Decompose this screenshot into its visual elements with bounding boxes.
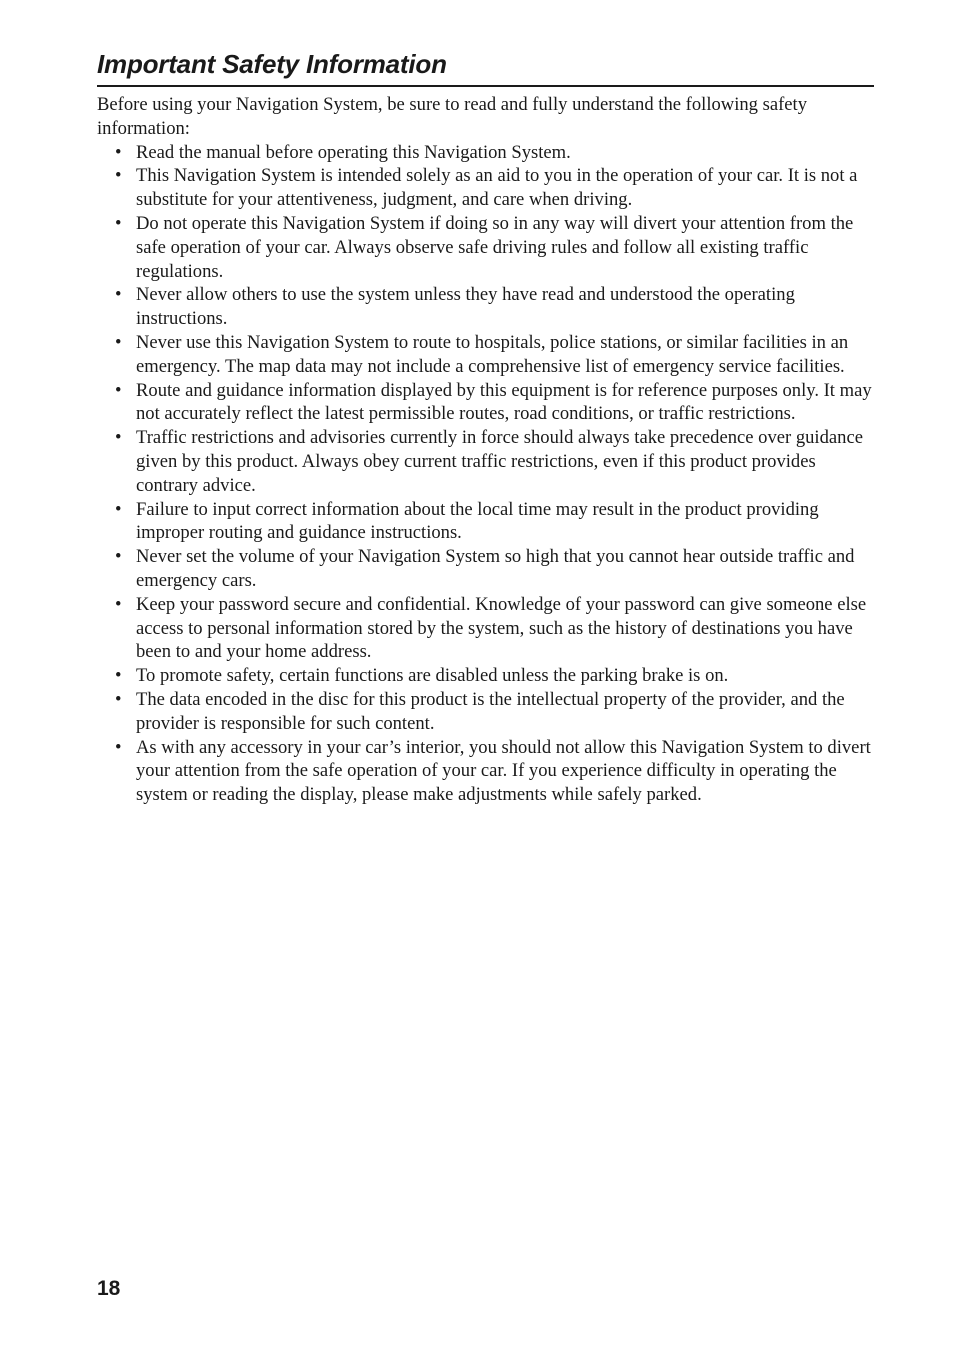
bullet-icon: • — [115, 212, 122, 234]
list-item — [97, 379, 874, 427]
list-item — [97, 212, 874, 283]
list-item-text: Keep your password secure and confidential. Knowledge of your password can give someone else access to personal information stored by the system, such as the history of destinations you have been to and your home address. — [136, 593, 867, 663]
bullet-icon: • — [115, 665, 122, 687]
list-item-text: To promote safety, certain functions are disabled unless the parking brake is on. — [136, 665, 729, 687]
list-item-text: Never use this Navigation System to route to hospitals, police stations, or similar facilities in an emergency. The map data may not include a comprehensive list of emergency service facilities. — [136, 331, 849, 377]
title-rule — [97, 85, 874, 87]
list-item — [97, 283, 874, 331]
page-title: Important Safety Information — [97, 49, 447, 79]
list-item-text: Do not operate this Navigation System if doing so in any way will divert your attention from the safe operation of your car. Always observe safe driving rules and follow all existing traffic regulations. — [136, 212, 854, 282]
safety-content — [97, 93, 874, 807]
bullet-icon: • — [115, 379, 122, 401]
list-item-text: The data encoded in the disc for this product is the intellectual property of the provider, and the provider is responsible for such content. — [136, 688, 845, 734]
page-number: 18 — [97, 1277, 121, 1300]
bullet-icon: • — [115, 284, 122, 306]
bullet-icon: • — [115, 165, 122, 187]
list-item — [97, 664, 874, 688]
list-item — [97, 593, 874, 664]
list-item — [97, 331, 874, 379]
list-item-text: Failure to input correct information about the local time may result in the product providing improper routing and guidance instructions. — [136, 498, 819, 544]
list-item — [97, 736, 874, 807]
list-item — [97, 426, 874, 497]
bullet-icon: • — [115, 546, 122, 568]
safety-list — [97, 141, 874, 807]
bullet-icon: • — [115, 688, 122, 710]
bullet-icon: • — [115, 498, 122, 520]
bullet-icon: • — [115, 427, 122, 449]
bullet-icon: • — [115, 736, 122, 758]
list-item — [97, 164, 874, 212]
list-item-text: This Navigation System is intended solely as an aid to you in the operation of your car. It is not a substitute for your attentiveness, judgment, and care when driving. — [136, 165, 858, 211]
intro-paragraph: Before using your Navigation System, be sure to read and fully understand the following safety information: — [97, 94, 808, 139]
list-item-text: As with any accessory in your car’s interior, you should not allow this Navigation System to divert your attention from the safe operation of your car. If you experience difficulty in operating the system or reading the display, please make adjustments while safely parked. — [136, 736, 871, 806]
list-item-text: Never set the volume of your Navigation System so high that you cannot hear outside traffic and emergency cars. — [136, 546, 855, 591]
bullet-icon: • — [115, 331, 122, 353]
list-item-text: Traffic restrictions and advisories currently in force should always take precedence over guidance given by this product. Always obey current traffic restrictions, even if this product provides contrary advice. — [136, 427, 863, 496]
list-item — [97, 545, 874, 593]
list-item — [97, 688, 874, 736]
list-item — [97, 498, 874, 546]
bullet-icon: • — [115, 593, 122, 615]
list-item-text: Route and guidance information displayed by this equipment is for reference purposes only. It may not accurately reflect the latest permissible routes, road conditions, or traffic restrictions. — [136, 379, 872, 425]
list-item — [97, 141, 874, 165]
list-item-text: Read the manual before operating this Navigation System. — [136, 141, 571, 163]
bullet-icon: • — [115, 141, 122, 163]
list-item-text: Never allow others to use the system unless they have read and understood the operating instructions. — [136, 284, 795, 330]
